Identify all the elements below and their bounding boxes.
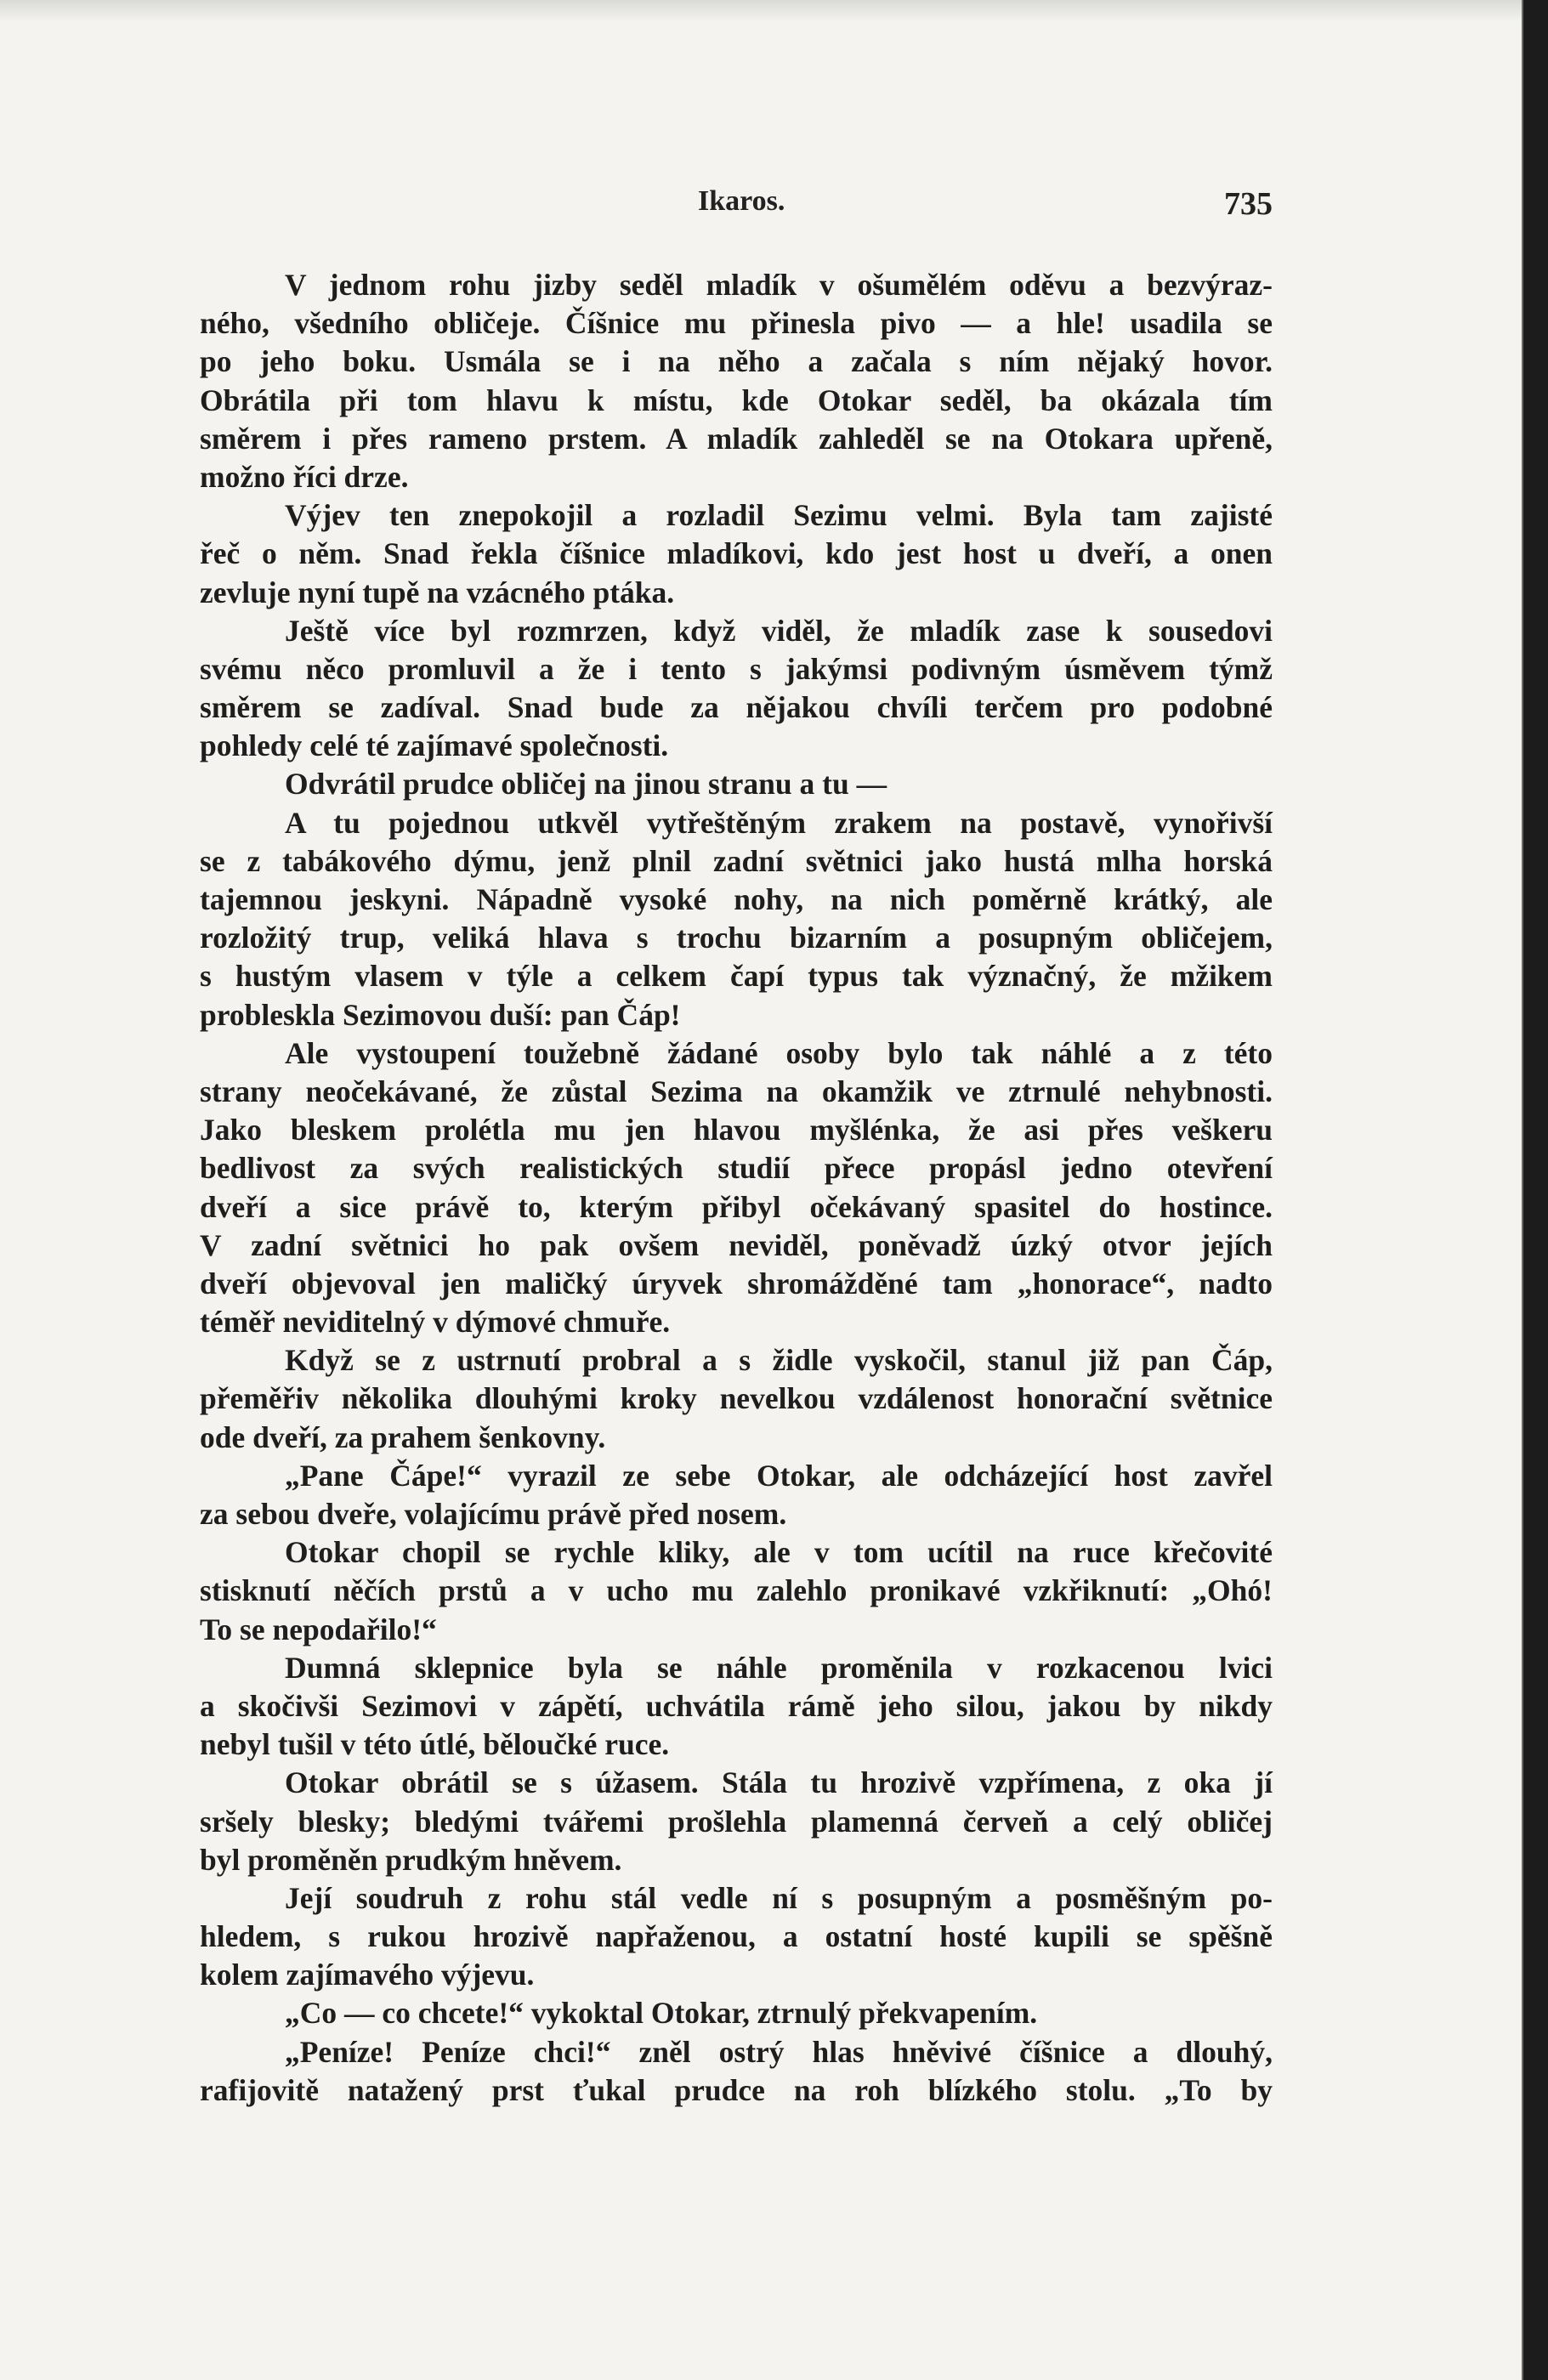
text-line: a skočivši Sezimovi v zápětí, uchvátila rámě jeho silou, jakou by nikdy xyxy=(200,1688,1273,1723)
text-line: zevluje nyní tupě na vzácného ptáka. xyxy=(200,575,675,609)
text-line: ode dveří, za prahem šenkovny. xyxy=(200,1420,606,1454)
text-line: s hustým vlasem v týle a celkem čapí typus tak význačný, že mžikem xyxy=(200,959,1273,994)
text-line: „Pane Čápe!“ vyrazil ze sebe Otokar, ale odcházející host zavřel xyxy=(285,1458,1273,1493)
text-line: V zadní světnici ho pak ovšem neviděl, poněvadž úzký otvor jejích xyxy=(200,1227,1273,1262)
text-line: Obrátila při tom hlavu k místu, kde Otokar seděl, ba okázala tím xyxy=(200,382,1273,417)
text-line: směrem i přes rameno prstem. A mladík zahleděl se na Otokara upřeně, xyxy=(200,421,1273,456)
text-line: byl proměněn prudkým hněvem. xyxy=(200,1842,622,1877)
text-line: dveří a sice právě to, kterým přibyl očekávaný spasitel do hostince. xyxy=(200,1189,1273,1224)
text-line: Když se z ustrnutí probral a s židle vyskočil, stanul již pan Čáp, xyxy=(285,1343,1273,1378)
text-line: za sebou dveře, volajícímu právě před nosem. xyxy=(200,1497,787,1531)
page-number: 735 xyxy=(1224,186,1273,222)
text-line: V jednom rohu jizby seděl mladík v ošumělém oděvu a bezvýraz- xyxy=(285,268,1273,302)
text-line: pohledy celé té zajímavé společnosti. xyxy=(200,728,669,763)
text-line: stisknutí něčích prstů a v ucho mu zalehlo pronikavé vzkřiknutí: „Ohó! xyxy=(200,1573,1273,1608)
text-line: Ale vystoupení toužebně žádané osoby bylo tak náhlé a z této xyxy=(285,1035,1273,1070)
text-line: A tu pojednou utkvěl vytřeštěným zrakem na postavě, vynořivší xyxy=(285,805,1273,840)
body-text xyxy=(200,266,1273,2110)
text-line: dveří objevoval jen maličký úryvek shromážděné tam „honorace“, nadto xyxy=(200,1266,1273,1300)
text-line: rozložitý trup, veliká hlava s trochu bizarním a posupným obličejem, xyxy=(200,921,1273,955)
text-line: To se nepodařilo!“ xyxy=(200,1612,437,1646)
text-line: rafijovitě natažený prst ťukal prudce na roh blízkého stolu. „To by xyxy=(200,2072,1273,2107)
text-line: Její soudruh z rohu stál vedle ní s posupným a posměšným po- xyxy=(285,1880,1273,1915)
text-line: se z tabákového dýmu, jenž plnil zadní světnici jako hustá mlha horská xyxy=(200,843,1273,878)
text-line: nebyl tušil v této útlé, běloučké ruce. xyxy=(200,1727,670,1762)
page-top-shadow xyxy=(0,0,1522,22)
text-line: směrem se zadíval. Snad bude za nějakou chvíli terčem pro podobné xyxy=(200,690,1273,725)
running-title: Ikaros. xyxy=(698,185,785,217)
text-line: kolem zajímavého výjevu. xyxy=(200,1958,535,1992)
text-line: Otokar obrátil se s úžasem. Stála tu hrozivě vzpřímena, z oka jí xyxy=(285,1765,1273,1800)
text-line: Odvrátil prudce obličej na jinou stranu a tu — xyxy=(285,767,887,802)
text-line: Jako bleskem prolétla mu jen hlavou myšlénka, že asi přes veškeru xyxy=(200,1113,1273,1148)
text-line: Otokar chopil se rychle kliky, ale v tom ucítil na ruce křečovité xyxy=(285,1535,1273,1570)
text-line: strany neočekávané, že zůstal Sezima na okamžik ve ztrnulé nehybnosti. xyxy=(200,1074,1273,1108)
text-line: sršely blesky; bledými tvářemi prošlehla plamenná červeň a celý obličej xyxy=(200,1804,1273,1839)
text-line: řeč o něm. Snad řekla číšnice mladíkovi, kdo jest host u dveří, a onen xyxy=(200,536,1273,571)
text-line: možno říci drze. xyxy=(200,459,409,494)
text-line: „Co — co chcete!“ vykoktal Otokar, ztrnulý překvapením. xyxy=(285,1996,1038,2031)
text-line: ného, všedního obličeje. Číšnice mu přinesla pivo — a hle! usadila se xyxy=(200,306,1273,341)
text-line: Výjev ten znepokojil a rozladil Sezimu velmi. Byla tam zajisté xyxy=(285,498,1273,533)
page-header xyxy=(200,185,1273,228)
text-line: Dumná sklepnice byla se náhle proměnila v rozkacenou lvici xyxy=(285,1650,1273,1685)
text-line: Ještě více byl rozmrzen, když viděl, že mladík zase k sousedovi xyxy=(285,613,1273,648)
text-line: přeměřiv několika dlouhými kroky nevelkou vzdálenost honorační světnice xyxy=(200,1381,1273,1416)
text-line: bedlivost za svých realistických studií přece propásl jedno otevření xyxy=(200,1151,1273,1186)
text-line: téměř neviditelný v dýmové chmuře. xyxy=(200,1305,671,1340)
text-line: „Peníze! Peníze chci!“ zněl ostrý hlas hněvivé číšnice a dlouhý, xyxy=(285,2034,1273,2069)
text-line: tajemnou jeskyni. Nápadně vysoké nohy, na nich poměrně krátký, ale xyxy=(200,882,1273,916)
text-line: hledem, s rukou hrozivě napřaženou, a ostatní hosté kupili se spěšně xyxy=(200,1919,1273,1954)
text-line: probleskla Sezimovou duší: pan Čáp! xyxy=(200,997,681,1032)
text-line: po jeho boku. Usmála se i na něho a začala s ním nějaký hovor. xyxy=(200,344,1273,379)
text-line: svému něco promluvil a že i tento s jakýmsi podivným úsměvem týmž xyxy=(200,651,1273,686)
